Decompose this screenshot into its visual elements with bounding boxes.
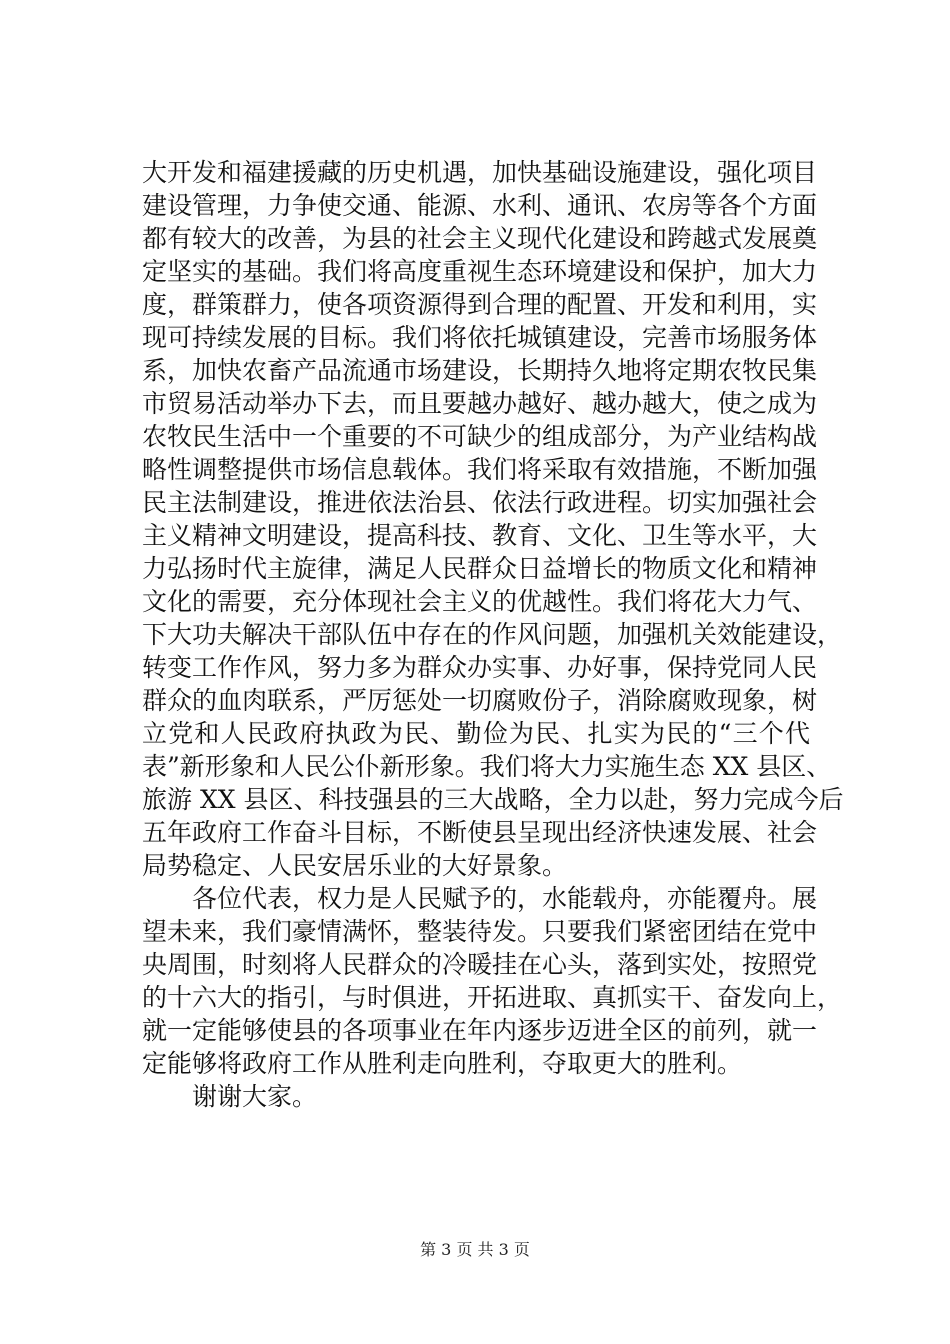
text-line: 的十六大的指引，与时俱进，开拓进取、真抓实干、奋发向上， xyxy=(142,983,843,1012)
text-line: 略性调整提供市场信息载体。我们将采取有效措施，不断加强 xyxy=(142,455,818,484)
text-line: 农牧民生活中一个重要的不可缺少的组成部分，为产业结构战 xyxy=(142,422,818,451)
text-line: 现可持续发展的目标。我们将依托城镇建设，完善市场服务体 xyxy=(142,323,818,352)
text-line: 旅游 XX 县区、科技强县的三大战略，全力以赴，努力完成今后 xyxy=(142,785,844,814)
text-line: 都有较大的改善，为县的社会主义现代化建设和跨越式发展奠 xyxy=(142,224,818,253)
text-line: 定坚实的基础。我们将高度重视生态环境建设和保护，加大力 xyxy=(142,257,818,286)
text-line: 表”新形象和人民公仆新形象。我们将大力实施生态 XX 县区、 xyxy=(142,752,832,781)
text-line: 度，群策群力，使各项资源得到合理的配置、开发和利用，实 xyxy=(142,290,818,319)
text-line: 下大功夫解决干部队伍中存在的作风问题，加强机关效能建设， xyxy=(142,620,843,649)
text-line: 转变工作作风，努力多为群众办实事、办好事，保持党同人民 xyxy=(142,653,818,682)
paragraph xyxy=(142,882,843,1080)
text-line: 五年政府工作奋斗目标，不断使县呈现出经济快速发展、社会 xyxy=(142,818,818,847)
paragraph xyxy=(142,156,844,882)
text-line: 力弘扬时代主旋律，满足人民群众日益增长的物质文化和精神 xyxy=(142,554,818,583)
text-line: 谢谢大家。 xyxy=(142,1082,318,1111)
text-line: 主义精神文明建设，提高科技、教育、文化、卫生等水平，大 xyxy=(142,521,818,550)
text-line: 文化的需要，充分体现社会主义的优越性。我们将花大力气、 xyxy=(142,587,818,616)
text-line: 大开发和福建援藏的历史机遇，加快基础设施建设，强化项目 xyxy=(142,158,818,187)
text-line: 立党和人民政府执政为民、勤俭为民、扎实为民的“三个代 xyxy=(142,719,810,748)
text-line: 系，加快农畜产品流通市场建设，长期持久地将定期农牧民集 xyxy=(142,356,818,385)
text-line: 定能够将政府工作从胜利走向胜利，夺取更大的胜利。 xyxy=(142,1049,743,1078)
text-line: 局势稳定、人民安居乐业的大好景象。 xyxy=(142,851,568,880)
paragraph xyxy=(142,1080,810,1113)
text-line: 建设管理，力争使交通、能源、水利、通讯、农房等各个方面 xyxy=(142,191,818,220)
text-line: 望未来，我们豪情满怀，整装待发。只要我们紧密团结在党中 xyxy=(142,917,818,946)
text-line: 民主法制建设，推进依法治县、依法行政进程。切实加强社会 xyxy=(142,488,818,517)
text-line: 市贸易活动举办下去，而且要越办越好、越办越大，使之成为 xyxy=(142,389,818,418)
document-body xyxy=(142,156,844,1113)
text-line: 央周围，时刻将人民群众的冷暖挂在心头，落到实处，按照党 xyxy=(142,950,818,979)
text-line: 群众的血肉联系，严厉惩处一切腐败份子，消除腐败现象，树 xyxy=(142,686,818,715)
text-line: 各位代表，权力是人民赋予的，水能载舟，亦能覆舟。展 xyxy=(142,884,818,913)
page-number-footer: 第 3 页 共 3 页 xyxy=(420,1240,530,1259)
text-line: 就一定能够使县的各项事业在年内逐步迈进全区的前列，就一 xyxy=(142,1016,818,1045)
